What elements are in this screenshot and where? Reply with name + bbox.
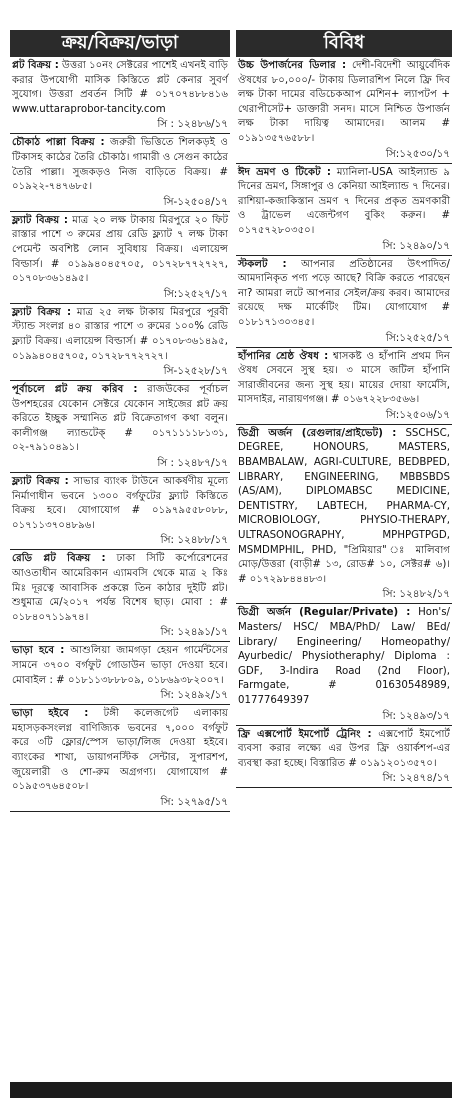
ad-body: টঙ্গী কলেজগেট এলাকায় মহাসড়কসংলগ্ন বাণিজ্যিক ভবনের ৭,০০০ বর্গফুট করে ৩টি ফ্লোর/স্পেস ভাড়া/লিজ দেওয়া হইবে। ব্যাংকের শাখা, ডায়াগনস্টিক সেন্টার, সুপারশপ, জুয়েলারী ও শো-রুম অগ্রগণ্য। যোগাযোগ # ০১৯৫৩৭৬৪৫০৮। (12, 708, 229, 793)
classified-ad (10, 642, 230, 705)
ad-ref: সি: ১২৪৮৮/১৭ (160, 534, 228, 547)
ad-body: Hon's/ Masters/ HSC/ MBA/PhD/ Law/ BEd/ Library/ Engineering/ Homeopathy/ Ayurbedic/ Physiotheraphy/ Diploma : GDF, 3-Indira Road (2nd Floor), Farmgate, # 01630548989, 01777649397 (238, 607, 450, 706)
ad-body: জরুরী ভিত্তিতে শিলকড়ই ও টিকাসহ কাঠের তৈরি চৌকাঠ। গামারী ও সেগুন কাঠের তৈরি পাল্লা। সুজকড়ও নিজ বাড়িতে বিক্রয়। # ০১৯২২-৭৪৭৬৮৫। (12, 137, 228, 193)
classified-ad (236, 164, 452, 256)
ad-title: ডিগ্রী অর্জন (Regular/Private) : (238, 607, 411, 619)
ad-body: শ্বাসকষ্ট ও হাঁপানি প্রথম দিন ঔষধ সেবনে সুস্থ হয়। ৩ মাসে জটিল হাঁপানি সারাজীবনের জন্য সুস্থ হয়। মায়ের দোয়া ফার্মেসি, মাসদাইর, নারায়ণগঞ্জ। # ০১৬৭২২৮৩৫৬৬। (238, 350, 450, 406)
ad-body: উত্তরা ১০নং সেক্টরের পাশেই এখনই বাড়ি করার উপযোগী মাসিক কিস্তিতে প্লট কেনার সুবর্ণ সুযোগ। উত্তরা প্রবর্তন সিটি # ০১৭০৭৪৮৮৪১৬ www.uttaraprobor-tancity.com (12, 60, 228, 115)
classified-ad (10, 212, 230, 304)
ad-body: দেশী-বিদেশী আয়ুর্বেদিক ঔষধের ৮০,০০০/- টাকায় ডিলারশিপ নিলে ফ্রি দিব লক্ষ টাকা দামের বডিচেকআপ মেশিন+ ল্যাপটপ + থেরাপীসেট+ ডাক্তারী সনদ। মাসে নিশ্চিত উপার্জন লক্ষ টাকা দায়িত্ব আমাদের। আলম # ০১৯১৩৫৭৬৫৮৮। (238, 60, 450, 144)
ad-ref: সি: ১২৪৯২/১৭ (160, 689, 228, 702)
left-column (10, 30, 230, 812)
classified-ad (10, 550, 230, 642)
ad-ref: সি-১২৫২৮/১৭ (163, 365, 228, 378)
ad-ref: সি:১২৫৩০/১৭ (385, 147, 450, 160)
ad-ref: সি: ১২৪৯১/১৭ (160, 626, 228, 639)
classified-ad (10, 473, 230, 550)
ad-title: ফ্রি এক্সপোর্ট ইমপোর্ট ট্রেনিং : (238, 728, 372, 740)
classified-ad (236, 256, 452, 348)
ad-title: ফ্ল্যাট বিক্রয় : (12, 476, 69, 488)
ad-body: মাত্র ২৫ লক্ষ টাকায় মিরপুরে পূরবী স্ট্যান্ড সংলগ্ন ৪০ রাস্তার পাশে ৩ রুমের ১০০% রেডি ফ্ল্যাট বিক্রয়। এলায়েন্স বিল্ডার্স। # ০১৭০৮৩৬১৪৯৫, ০১৯৯৪০৪৫৭০৫, ০১৭২৮৭৭২৭২৭। (12, 306, 228, 362)
ad-ref: সি: ১২৪৮২/১৭ (382, 588, 450, 601)
ad-ref: সি: ১২৪৯০/১৭ (382, 239, 450, 252)
ad-title: ভাড়া হইবে : (12, 708, 89, 720)
ad-body: সাভার ব্যাংক টাউনে আকর্ষণীয় মূল্যে নির্মাণাধীন ভবনে ১৩০০ বর্গফুটের ফ্ল্যাট কিস্তিতে বিক্রয় হবে। যোগাযোগ # ০১৯৭৯৫৫৮০৮৮, ০১৭১১৩৭০৪৮৯৬। (12, 476, 228, 531)
ad-ref: সি : ১২৪৮৭/১৭ (157, 457, 228, 470)
ad-body: ঢাকা সিটি কর্পোরেশনের আওতাধীন আমেরিকান এ্যামবসি থেকে মাত্র ২ কিঃ মিঃ দূরত্বে আবাসিক প্রকল্পে তিন কাঠার দুইটি প্লট। শুধুমাত্র মে/২০১৭ পর্যন্ত বিশেষ ছাড়। মোবা : # ০১৮৪০৭১১৯৭৪। (12, 553, 228, 623)
ad-body: রাজউকের পূর্বাচল উপশহরের যেকোন সেক্টরে যেকোন সাইজের প্লট ক্রয় করিতে ইচ্ছুক সম্মানিত প্লট বিক্রেতাগণ কথা বলুন। কালীগঞ্জ ল্যান্ডটেক্ # ০১৭১১১১৮১৩১, ০২-৭৯১০৪৯১। (12, 384, 228, 454)
bottom-section-bar (10, 1082, 452, 1098)
ad-ref: সি: ১২৪৯৩/১৭ (382, 709, 450, 722)
column-header-buy-sell-rent: ক্রয়/বিক্রয়/ভাড়া (10, 30, 230, 57)
classified-ad (236, 425, 452, 605)
ad-title: ফ্ল্যাট বিক্রয় : (12, 306, 72, 318)
ad-ref: সি-১২৫০৪/১৭ (163, 195, 228, 208)
ad-title: প্লট বিক্রয় : (12, 60, 59, 71)
ad-title: হাঁপানির শ্রেষ্ঠ ঔষধ : (238, 350, 329, 362)
classified-ad (236, 604, 452, 725)
ad-title: চৌকাঠ পাল্লা বিক্রয় : (12, 137, 105, 149)
right-column (236, 30, 452, 788)
classified-ad (10, 705, 230, 812)
ad-ref: সি: ১২৪৭৪/১৭ (382, 772, 450, 785)
ad-body: আপনার প্রতিষ্ঠানের উৎপাদিত/আমদানিকৃত পণ্য পড়ে আছে? বিক্রি করতে পারছেন না? আমরা লটে আপনার সেইল/ক্রয় করব। আমাদের রয়েছে দক্ষ মার্কেটিং টিম। যোগাযোগ # ০১৮১৭১৩০৩৪৫। (238, 258, 450, 328)
ad-ref: সি:১২৫২৭/১৭ (163, 287, 228, 300)
column-header-miscellaneous: বিবিধ (236, 30, 452, 57)
classified-ad (10, 57, 230, 134)
ad-body: এক্সপোর্ট ইমপোর্ট ব্যবসা করার লক্ষ্যে এর উপর ফ্রি ওয়ার্কশপ-এর ব্যবস্থা করা হচ্ছে। বিস্তারিত # ০১৯১২০১৩৫৭০। (238, 728, 450, 769)
ad-ref: সি:১২৫০৬/১৭ (385, 408, 450, 421)
ad-body: আশুলিয়া জামগড়া হেয়ন গার্মেন্টসের সামনে ৩৭০০ বর্গফুট গোডাউন ভাড়া দেওয়া হবে। মোবাইল : # ০১৮১১৩৮৮৮০৯, ০১৮৬৯৩৮২০০৭। (12, 645, 228, 686)
ad-title: ভাড়া হবে : (12, 645, 65, 657)
ad-title: ফ্ল্যাট বিক্রয় : (12, 214, 68, 226)
classified-ad (10, 381, 230, 473)
ad-title: পূর্বাচলে প্লট ক্রয় করিব : (12, 384, 138, 396)
ad-body: ম্যানিলা-USA আইল্যান্ড ৯ দিনের ভ্রমণ, সিঙ্গাপুর ও কেনিয়া আইল্যান্ড ৭ দিনের। রাশিয়া-কজাকিস্তান ভ্রমণ ৭ দিনের প্রকৃত ভ্রমণকারী ও ট্রাভেল এজেন্টগণ বুকিং করুন। # ০১৭৫৭২৮০৩৫০। (238, 166, 450, 236)
ad-ref: সি: ১২৭৯৫/১৭ (160, 795, 228, 808)
ad-title: ডিগ্রী অর্জন (রেগুলার/প্রাইভেট) : (238, 427, 397, 439)
ad-ref: সি : ১২৪৮৬/১৭ (157, 118, 228, 131)
ad-body: মাত্র ২০ লক্ষ টাকায় মিরপুরে ২০ ফিট রাস্তার পাশে ৩ রুমের প্রায় রেডি ফ্ল্যাট ৭ লক্ষ টাকা পেমেন্ট অবশিষ্ট লোন সুবিধায় বিক্রয়। এলায়েন্স বিল্ডার্স। # ০১৯৯৪০৪৫৭০৫, ০১৭২৮৭৭২৭২৭, ০১৭০৮৩৬১৪৯৫। (12, 214, 228, 285)
classified-ad (236, 348, 452, 425)
ad-title: উচ্চ উপার্জনের ডিলার : (238, 60, 347, 71)
classified-ad (10, 304, 230, 381)
classified-ad (10, 134, 230, 211)
ad-title: রেডি প্লট বিক্রয় : (12, 553, 106, 565)
ad-title: স্টকলট : (238, 258, 287, 270)
classified-ad (236, 726, 452, 789)
ad-title: ঈদ ভ্রমণ ও টিকেট : (238, 166, 331, 178)
ad-body: SSCHSC, DEGREE, HONOURS, MASTERS, BBAMBALAW, AGRI-CULTURE, BEDBPED, LIBRARY, ENGINEERING, MBBSBDS (AS/AM), DIPLOMABSC MEDICINE, DENTISTRY, LABTECH, PHARMA-CY, MICROBIOLOGY, PHYSIO-THERAPY, ULTRASONOGRAPHY, MPHPGTPGD, MSMDMPHIL, PHD, "প্রিমিয়ার" ঃ মালিবাগ মোড়/উত্তরা (বাড়ী# ১৩, রোড# ১০, সেক্টর# ৬)। # ০১৭২৯৮৪৪৪৮৩। (238, 427, 450, 585)
ad-ref: সি:১২৫২৫/১৭ (385, 331, 450, 344)
classified-ad (236, 57, 452, 164)
